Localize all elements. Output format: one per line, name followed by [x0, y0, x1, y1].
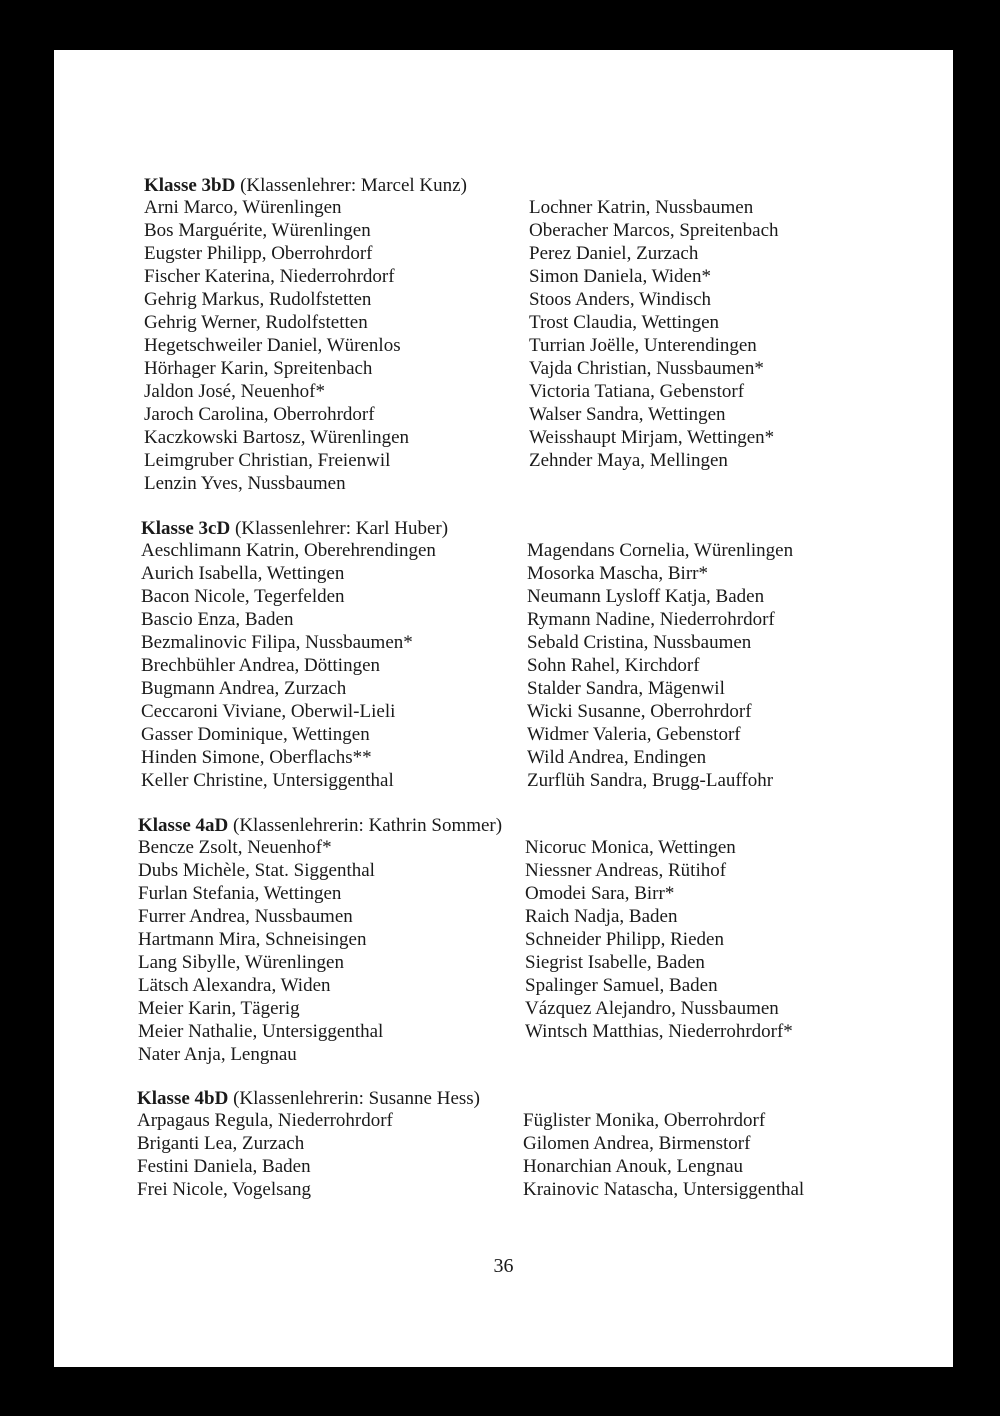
section-klasse-3bd [144, 174, 779, 494]
list-item: Rymann Nadine, Niederrohrdorf [527, 609, 775, 630]
student-list-left [138, 836, 383, 1066]
list-item: Turrian Joëlle, Unterendingen [529, 335, 757, 356]
list-item: Niessner Andreas, Rütihof [525, 860, 727, 881]
list-item: Stoos Anders, Windisch [529, 289, 712, 310]
list-item: Krainovic Natascha, Untersiggenthal [523, 1179, 805, 1200]
list-item: Zurflüh Sandra, Brugg-Lauffohr [527, 770, 774, 791]
list-item: Omodei Sara, Birr* [525, 883, 675, 904]
list-item: Simon Daniela, Widen* [529, 266, 711, 287]
list-item: Hartmann Mira, Schneisingen [138, 929, 367, 950]
list-item: Furrer Andrea, Nussbaumen [138, 906, 353, 927]
list-item: Jaroch Carolina, Oberrohrdorf [144, 404, 375, 425]
section-heading [141, 517, 448, 540]
list-item: Kaczkowski Bartosz, Würenlingen [144, 427, 410, 448]
list-item: Bugmann Andrea, Zurzach [141, 678, 347, 699]
list-item: Widmer Valeria, Gebenstorf [527, 724, 741, 745]
list-item: Hörhager Karin, Spreitenbach [144, 358, 373, 379]
student-list-right [525, 836, 793, 1043]
list-item: Wicki Susanne, Oberrohrdorf [527, 701, 752, 722]
class-teacher: (Klassenlehrer: Karl Huber) [234, 518, 449, 539]
list-item: Bezmalinovic Filipa, Nussbaumen* [141, 632, 413, 653]
list-item: Ceccaroni Viviane, Oberwil-Lieli [141, 701, 396, 722]
list-item: Lenzin Yves, Nussbaumen [144, 473, 346, 494]
list-item: Wild Andrea, Endingen [527, 747, 707, 768]
list-item: Aeschlimann Katrin, Oberehrendingen [141, 540, 436, 561]
list-item: Lang Sibylle, Würenlingen [138, 952, 344, 973]
student-list-left [144, 196, 409, 495]
list-item: Wintsch Matthias, Niederrohrdorf* [525, 1021, 793, 1042]
list-item: Bascio Enza, Baden [141, 609, 294, 630]
list-item: Frei Nicole, Vogelsang [137, 1179, 311, 1200]
list-item: Spalinger Samuel, Baden [525, 975, 718, 996]
list-item: Oberacher Marcos, Spreitenbach [529, 220, 779, 241]
document-page [54, 50, 953, 1367]
list-item: Leimgruber Christian, Freienwil [144, 450, 391, 471]
list-item: Gehrig Markus, Rudolfstetten [144, 289, 372, 310]
list-item: Vajda Christian, Nussbaumen* [529, 358, 764, 379]
list-item: Arpagaus Regula, Niederrohrdorf [137, 1110, 393, 1131]
list-item: Weisshaupt Mirjam, Wettingen* [529, 427, 775, 448]
class-teacher: (Klassenlehrerin: Susanne Hess) [233, 1088, 481, 1109]
list-item: Vázquez Alejandro, Nussbaumen [525, 998, 779, 1019]
list-item: Jaldon José, Neuenhof* [144, 381, 325, 402]
student-list-right [527, 539, 793, 792]
class-teacher: (Klassenlehrerin: Kathrin Sommer) [233, 815, 503, 836]
list-item: Meier Nathalie, Untersiggenthal [138, 1021, 384, 1042]
list-item: Bacon Nicole, Tegerfelden [141, 586, 345, 607]
section-klasse-3cd [141, 517, 794, 791]
list-item: Mosorka Mascha, Birr* [527, 563, 708, 584]
section-klasse-4bd [137, 1087, 805, 1200]
list-item: Bos Marguérite, Würenlingen [144, 220, 371, 241]
student-list-left [141, 539, 436, 792]
class-name: Klasse 3cD [141, 518, 231, 539]
list-item: Festini Daniela, Baden [137, 1156, 311, 1177]
list-item: Brechbühler Andrea, Döttingen [141, 655, 381, 676]
list-item: Hegetschweiler Daniel, Würenlos [144, 335, 401, 356]
list-item: Stalder Sandra, Mägenwil [527, 678, 725, 699]
list-item: Neumann Lysloff Katja, Baden [527, 586, 765, 607]
list-item: Nicoruc Monica, Wettingen [525, 837, 736, 858]
section-heading [137, 1087, 480, 1110]
list-item: Dubs Michèle, Stat. Siggenthal [138, 860, 375, 881]
list-item: Raich Nadja, Baden [525, 906, 678, 927]
list-item: Magendans Cornelia, Würenlingen [527, 540, 794, 561]
list-item: Walser Sandra, Wettingen [529, 404, 726, 425]
list-item: Honarchian Anouk, Lengnau [523, 1156, 744, 1177]
list-item: Füglister Monika, Oberrohrdorf [523, 1110, 766, 1131]
list-item: Trost Claudia, Wettingen [529, 312, 720, 333]
list-item: Gilomen Andrea, Birmenstorf [523, 1133, 751, 1154]
list-item: Hinden Simone, Oberflachs** [141, 747, 372, 768]
list-item: Lätsch Alexandra, Widen [138, 975, 331, 996]
list-item: Zehnder Maya, Mellingen [529, 450, 728, 471]
list-item: Eugster Philipp, Oberrohrdorf [144, 243, 373, 264]
list-item: Victoria Tatiana, Gebenstorf [529, 381, 745, 402]
list-item: Sohn Rahel, Kirchdorf [527, 655, 700, 676]
section-heading [144, 174, 467, 197]
page-number: 36 [493, 1255, 514, 1277]
student-list-left [137, 1109, 393, 1201]
list-item: Arni Marco, Würenlingen [144, 197, 342, 218]
list-item: Fischer Katerina, Niederrohrdorf [144, 266, 395, 287]
section-klasse-4ad [138, 814, 793, 1065]
list-item: Siegrist Isabelle, Baden [525, 952, 705, 973]
list-item: Gehrig Werner, Rudolfstetten [144, 312, 368, 333]
student-list-right [529, 196, 779, 472]
list-item: Meier Karin, Tägerig [138, 998, 300, 1019]
class-name: Klasse 4aD [138, 815, 229, 836]
list-item: Lochner Katrin, Nussbaumen [529, 197, 754, 218]
section-heading [138, 814, 502, 837]
list-item: Aurich Isabella, Wettingen [141, 563, 345, 584]
list-item: Briganti Lea, Zurzach [137, 1133, 305, 1154]
list-item: Nater Anja, Lengnau [138, 1044, 297, 1065]
student-list-right [523, 1109, 804, 1201]
list-item: Schneider Philipp, Rieden [525, 929, 724, 950]
list-item: Keller Christine, Untersiggenthal [141, 770, 394, 791]
list-item: Perez Daniel, Zurzach [529, 243, 699, 264]
list-item: Furlan Stefania, Wettingen [138, 883, 342, 904]
list-item: Bencze Zsolt, Neuenhof* [138, 837, 332, 858]
list-item: Sebald Cristina, Nussbaumen [527, 632, 752, 653]
list-item: Gasser Dominique, Wettingen [141, 724, 370, 745]
class-name: Klasse 3bD [144, 175, 236, 196]
class-name: Klasse 4bD [137, 1088, 229, 1109]
class-teacher: (Klassenlehrer: Marcel Kunz) [240, 175, 467, 196]
